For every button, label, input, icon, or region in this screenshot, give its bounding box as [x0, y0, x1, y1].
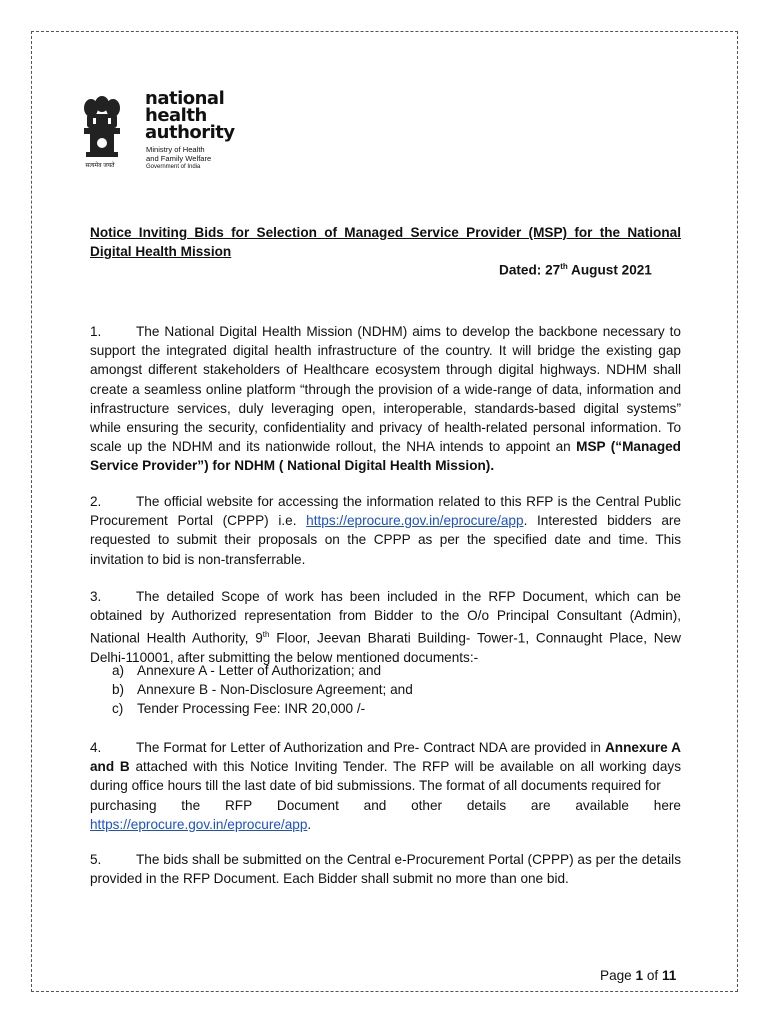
list-item	[112, 680, 413, 699]
total-pages: 11	[661, 968, 677, 983]
paragraph-bold-text: MSP (“Managed Service Provider”) for NDHM ( National Digital Health Mission).	[90, 439, 681, 474]
paragraph-number: 5.	[90, 852, 102, 867]
notice-date	[499, 262, 652, 278]
spread-word: Document	[276, 797, 339, 813]
paragraph-3	[90, 587, 681, 667]
wordmark-line-2: health	[145, 105, 207, 126]
notice-title: Notice Inviting Bids for Selection of Managed Service Provider (MSP) for the National Digital Health Mission	[90, 225, 681, 259]
paragraph-bold-text: Annexure A and B	[90, 740, 681, 775]
spread-word: RFP	[224, 797, 253, 813]
wordmark-line-1: national	[145, 88, 225, 109]
paragraph-text: The bids shall be submitted on the Central e-Procurement Portal (CPPP) as per the details provided in the RFP Document. Each Bidder shall submit no more than one bid.	[90, 852, 681, 887]
paragraph-text: Floor, Jeevan Bharati Building- Tower-1, Connaught Place, New Delhi-110001, after submitting the below mentioned documents:-	[90, 630, 681, 666]
paragraph-1	[90, 322, 681, 476]
nha-wordmark	[145, 90, 255, 172]
spread-line	[90, 796, 681, 815]
paragraph-number: 1.	[90, 324, 102, 339]
page-of: of	[643, 968, 662, 983]
list-item	[112, 661, 413, 680]
paragraph-text: attached with this Notice Inviting Tender. The RFP will be available on all working days during office hours till the last date of bid submissions. The format of all documents required for	[90, 759, 681, 794]
paragraph-number: 4.	[90, 740, 102, 755]
list-text: Tender Processing Fee: INR 20,000 /-	[137, 701, 366, 717]
list-letter: c)	[112, 701, 124, 717]
floor-suffix: th	[262, 630, 270, 640]
list-item	[112, 699, 413, 718]
page-number	[600, 968, 676, 983]
paragraph-2	[90, 492, 681, 569]
page-label: Page	[600, 968, 636, 983]
paragraph-text: The detailed Scope of work has been included in the RFP Document, which can be obtained by Authorized representation from Bidder to the O/o Principal Consultant (Admin), National Health Authority, 9	[90, 589, 681, 646]
eprocure-link[interactable]: https://eprocure.gov.in/eprocure/app	[90, 816, 308, 832]
documents-list	[112, 661, 413, 719]
paragraph-number: 2.	[90, 494, 102, 509]
spread-word: details	[466, 797, 507, 813]
wordmark-line-3: authority	[145, 122, 235, 143]
paragraph-text: The Format for Letter of Authorization and Pre- Contract NDA are provided in	[136, 740, 605, 755]
current-page: 1	[635, 968, 644, 983]
ministry-line-1: Ministry of Health	[146, 145, 205, 154]
paragraph-body	[90, 738, 681, 796]
spread-word: other	[411, 797, 443, 813]
date-rest: August 2021	[567, 262, 652, 278]
paragraph-text: The National Digital Health Mission (NDHM) aims to develop the backbone necessary to support the integrated digital health infrastructure of the country. It will bridge the existing gap amongst different stakeholders of Healthcare ecosystem through digital highways. NDHM shall create a seamless online platform “through the provision of a wide-range of data, information and infrastructure services, duly leveraging open, interoperable, standards-based digital systems” while ensuring the security, confidentiality and privacy of health-related personal information. To scale up the NDHM and its nationwide rollout, the NHA intends to appoint an	[90, 324, 681, 455]
spread-word: the	[181, 797, 201, 813]
list-text: Annexure A - Letter of Authorization; and	[137, 663, 382, 678]
paragraph-5	[90, 850, 681, 888]
spread-word: available	[575, 797, 629, 813]
spread-word: are	[530, 797, 551, 813]
sentence-end: .	[307, 816, 312, 832]
list-letter: a)	[112, 663, 125, 678]
paragraph-number: 3.	[90, 589, 102, 604]
nha-logo	[80, 90, 250, 174]
paragraph-text: . Interested bidders are requested to submit their proposals on the CPPP as per the specified date and time. This invitation to bid is non-transferrable.	[90, 513, 681, 567]
list-text: Annexure B - Non-Disclosure Agreement; and	[137, 682, 413, 698]
date-label: Dated: 27	[499, 262, 561, 278]
spread-word: and	[363, 797, 387, 813]
link-line	[90, 815, 681, 834]
cppp-link[interactable]: https://eprocure.gov.in/eprocure/app	[306, 513, 524, 529]
ministry-line-2: and Family Welfare	[146, 154, 212, 163]
national-emblem-icon	[80, 90, 124, 162]
spread-word: here	[653, 797, 681, 813]
government-line: Government of India	[146, 164, 201, 170]
paragraph-text: The official website for accessing the information related to this RFP is the Central Public Procurement Portal (CPPP) i.e.	[90, 494, 681, 529]
spread-word: purchasing	[90, 797, 157, 813]
paragraph-4	[90, 738, 681, 834]
date-suffix: th	[560, 262, 568, 271]
list-letter: b)	[112, 682, 125, 698]
emblem-caption: सत्यमेव जयते	[85, 163, 115, 169]
